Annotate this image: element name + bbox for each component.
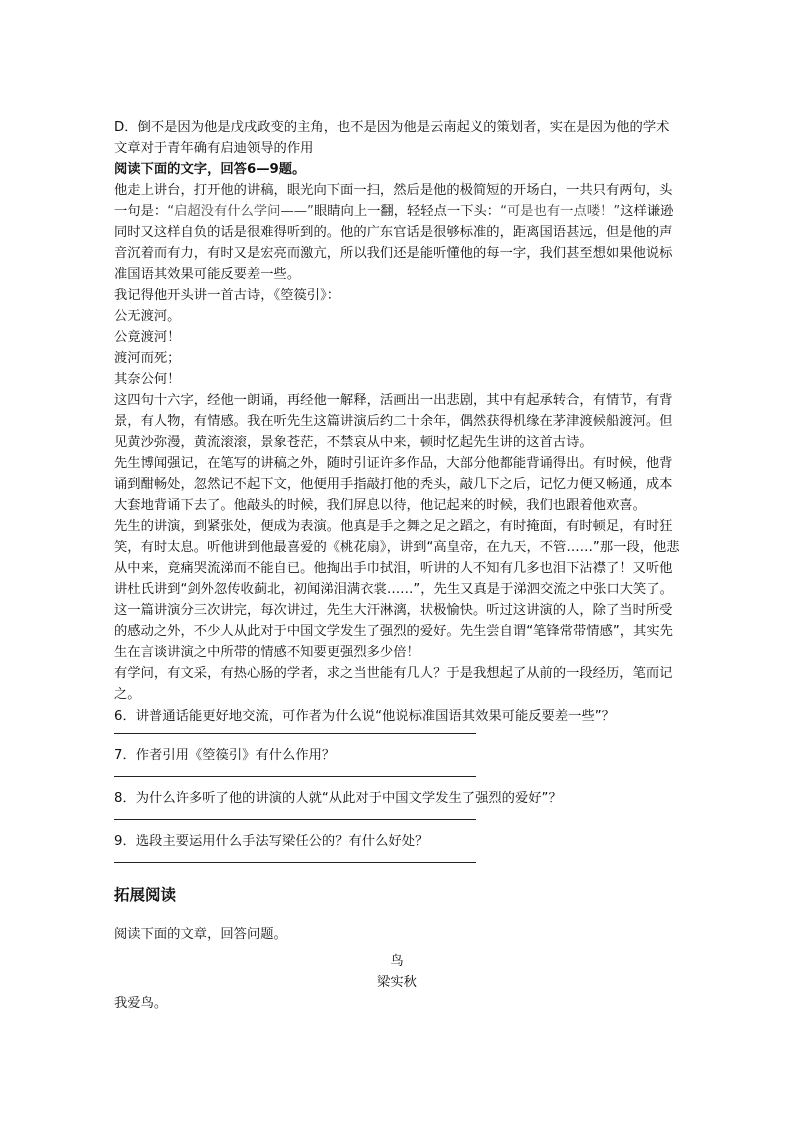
question-9: 9．选段主要运用什么手法写梁任公的？有什么好处？ [114, 834, 429, 849]
passage-paragraph-3: 这四句十六字，经他一朗诵，再经他一解释，活画出一出悲剧，其中有起承转合，有情节，有背景，有人物，有情感。我在听先生这篇讲演后约二十余年，偶然获得机缘在茅津渡候船渡河。但见黄沙弥漫，黄流滚滚，景象苍茫，不禁哀从中来，顿时忆起先生讲的这首古诗。 [114, 393, 673, 450]
para1-quote-2: “可是也有一点喽！” [500, 204, 621, 219]
para1-text-c: 这样谦逊同时又这样自负的话是很难得听到的。他的广东官话是很够标准的，距离国语甚远，但是他的声音沉着而有力，有时又是宏亮而激亢，所以我们还是能听懂他的每一字，我们甚至想如果他说标准国语其效果可能反要差一些。 [114, 204, 674, 282]
article-author: 梁实秋 [377, 975, 417, 990]
question-8: 8．为什么许多听了他的讲演的人就“从此对于中国文学发生了强烈的爱好”？ [114, 791, 562, 806]
question-6: 6．讲普通话能更好地交流，可作者为什么说“他说标准国语其效果可能反要差一些”？ [114, 709, 615, 724]
passage-paragraph-4: 先生博闻强记，在笔写的讲稿之外，随时引证许多作品，大部分他都能背诵得出。有时候，他背诵到酣畅处，忽然记不起下文，他便用手指敲打他的秃头，敲几下之后，记忆力便又畅通，成本大套地背诵下去了。他敲头的时候，我们屏息以待，他记起来的时候，我们也跟着他欢喜。 [114, 456, 673, 513]
poem-line-2: 公竟渡河！ [114, 330, 181, 345]
passage-paragraph-6: 这一篇讲演分三次讲完，每次讲过，先生大汗淋漓，状极愉快。听过这讲演的人，除了当时所受的感动之外，不少人从此对于中国文学发生了强烈的爱好。先生尝自谓“笔锋常带情感”，其实先生在言谈讲演之中所带的情感不知要更强烈多少倍！ [114, 603, 673, 660]
article-first-line: 我爱鸟。 [114, 996, 168, 1011]
passage-paragraph-5: 先生的讲演，到紧张处，便成为表演。他真是手之舞之足之蹈之，有时掩面，有时顿足，有时狂笑，有时太息。听他讲到他最喜爱的《桃花扇》，讲到“高皇帝，在九天，不管……”那一段，他悲从中来，竟痛哭流涕而不能自已。他掏出手巾拭泪，听讲的人不知有几多也泪下沾襟了！又听他讲杜氏讲到“剑外忽传收蓟北，初闻涕泪满衣裳……”，先生又真是于涕泗交流之中张口大笑了。 [114, 519, 680, 597]
question-7: 7．作者引用《箜篌引》有什么作用？ [114, 748, 336, 763]
para1-text-a: 他走上讲台，打开他的讲稿，眼光向下面一扫，然后是他的极简短的开场白，一共只有两句，头一句是： [114, 183, 673, 219]
para1-quote-1: “启超没有什么学问——” [167, 204, 314, 219]
option-d: D．倒不是因为他是戊戌政变的主角，也不是因为他是云南起义的策划者，实在是因为他的学术文章对于青年确有启迪领导的作用 [114, 120, 670, 156]
answer-line-6[interactable] [114, 733, 476, 734]
poem-line-1: 公无渡河。 [114, 309, 181, 324]
answer-line-9[interactable] [114, 862, 476, 863]
passage-paragraph-1 [114, 180, 680, 285]
answer-line-8[interactable] [114, 819, 476, 820]
reading-instruction: 阅读下面的文字，回答6—9题。 [114, 162, 306, 177]
reading-instruction-2: 阅读下面的文章，回答问题。 [114, 927, 287, 942]
answer-line-7[interactable] [114, 776, 476, 777]
section-title: 拓展阅读 [114, 886, 177, 904]
document-page [114, 117, 680, 1014]
passage-paragraph-2: 我记得他开头讲一首古诗，《箜篌引》： [114, 288, 341, 303]
article-title: 鸟 [390, 954, 404, 969]
passage-paragraph-7: 有学问，有文采，有热心肠的学者，求之当世能有几人？于是我想起了从前的一段经历，笔而记之。 [114, 666, 673, 702]
poem-line-4: 其奈公何！ [114, 372, 181, 387]
para1-text-b: 眼睛向上一翻，轻轻点一下头： [313, 204, 501, 219]
poem-line-3: 渡河而死； [114, 351, 181, 366]
